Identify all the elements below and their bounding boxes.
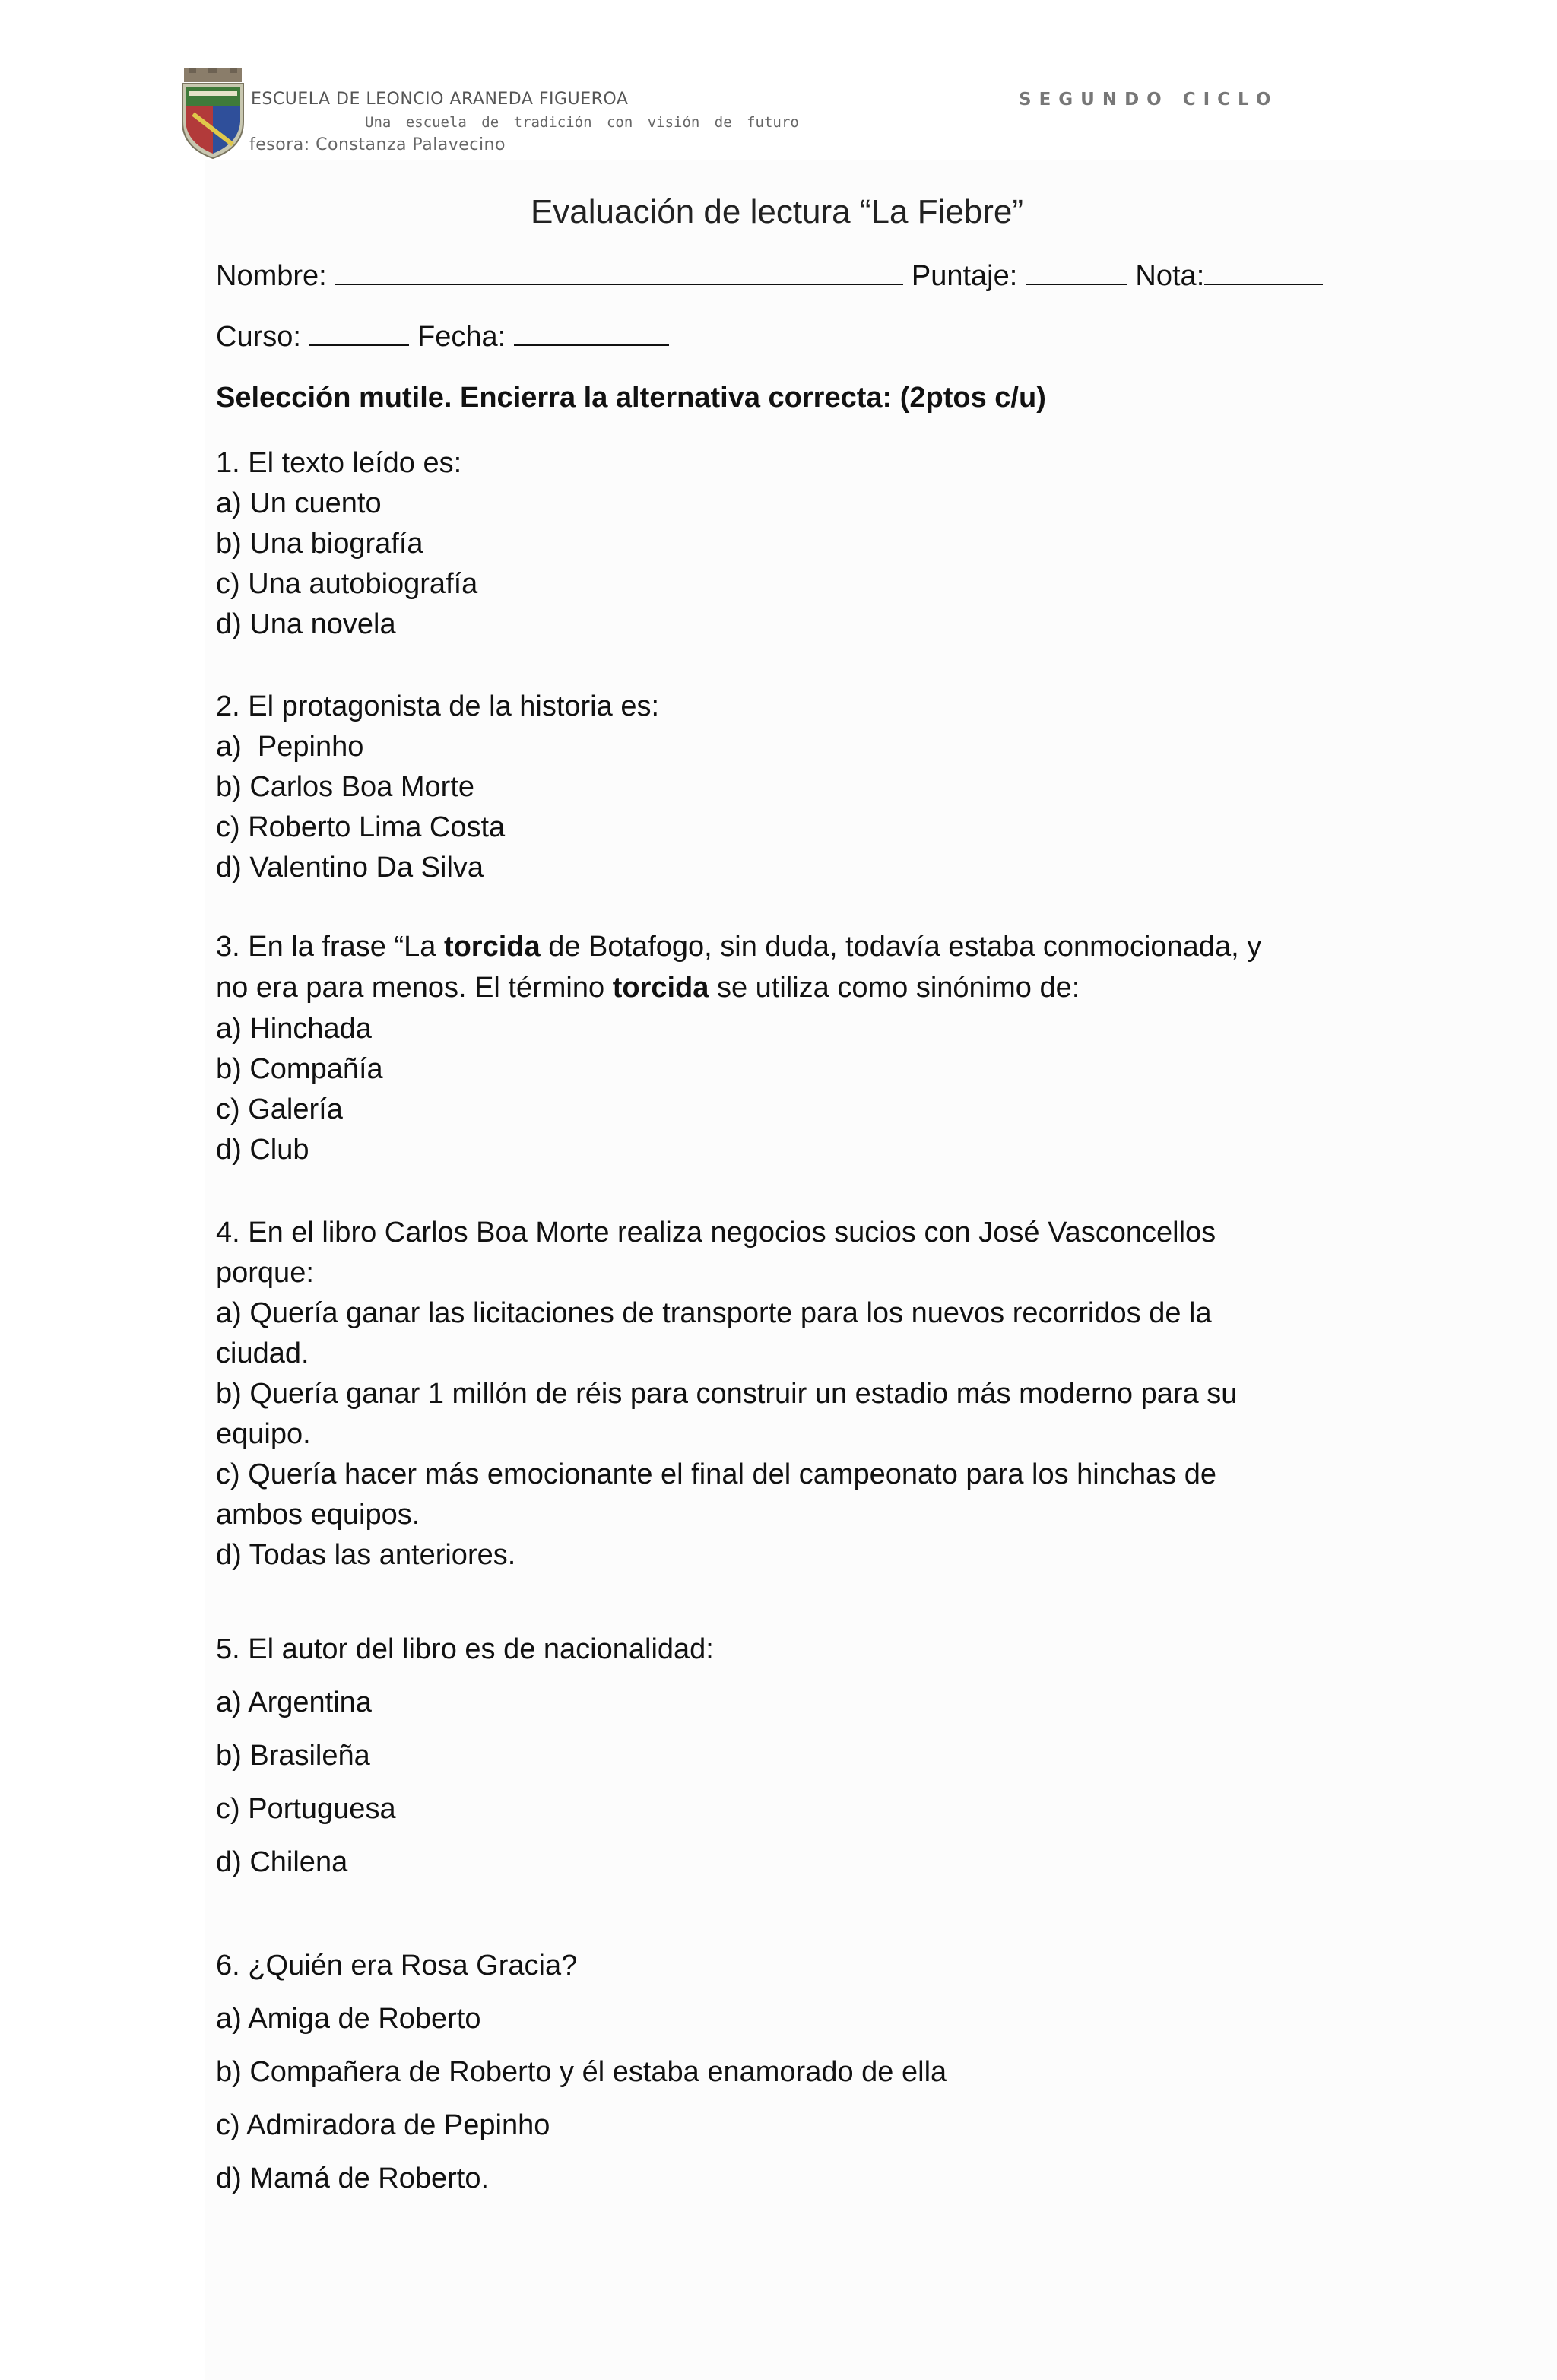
question-3-prompt-line-2	[216, 972, 1080, 1004]
question-1-option-c[interactable]: c) Una autobiografía	[216, 568, 478, 600]
instructions: Selección mutile. Encierra la alternativa correcta: (2ptos c/u)	[216, 382, 1046, 414]
question-2-option-a[interactable]: a) Pepinho	[216, 731, 364, 763]
q3-text-2: de Botafogo, sin duda, todavía estaba conmocionada, y	[540, 931, 1262, 963]
question-1-option-d[interactable]: d) Una novela	[216, 608, 396, 640]
question-4-option-a-cont[interactable]: ciudad.	[216, 1338, 309, 1369]
question-4-option-c-cont[interactable]: ambos equipos.	[216, 1499, 420, 1531]
question-4-prompt-line-2: porque:	[216, 1257, 314, 1289]
question-1-option-b[interactable]: b) Una biografía	[216, 528, 423, 560]
title-text: Evaluación de lectura “La Fiebre”	[530, 193, 1024, 230]
question-1-prompt: 1. El texto leído es:	[216, 447, 462, 479]
puntaje-label: Puntaje:	[911, 260, 1018, 292]
student-info-row-1	[216, 260, 1323, 293]
teacher-name: fesora: Constanza Palavecino	[249, 135, 506, 154]
q3-keyword-1: torcida	[443, 931, 541, 963]
q3-text-3: no era para menos. El término	[216, 972, 613, 1004]
question-2-option-c[interactable]: c) Roberto Lima Costa	[216, 811, 506, 843]
fecha-label: Fecha:	[417, 321, 506, 353]
question-2-option-d[interactable]: d) Valentino Da Silva	[216, 852, 484, 884]
nota-label: Nota:	[1135, 260, 1205, 292]
question-6-option-c[interactable]: c) Admiradora de Pepinho	[216, 2109, 550, 2141]
school-motto: Una escuela de tradición con visión de futuro	[365, 114, 799, 131]
question-3-option-b[interactable]: b) Compañía	[216, 1053, 383, 1085]
question-3-option-a[interactable]: a) Hinchada	[216, 1013, 372, 1045]
question-2-prompt: 2. El protagonista de la historia es:	[216, 690, 660, 722]
question-5-option-a[interactable]: a) Argentina	[216, 1687, 372, 1718]
question-6-option-a[interactable]: a) Amiga de Roberto	[216, 2003, 481, 2035]
question-4-option-b[interactable]: b) Quería ganar 1 millón de réis para construir un estadio más moderno para su	[216, 1378, 1238, 1410]
q3-text-1: 3. En la frase “La	[216, 931, 444, 963]
nombre-label: Nombre:	[216, 260, 327, 292]
question-4-option-d[interactable]: d) Todas las anteriores.	[216, 1539, 516, 1571]
question-6-option-b[interactable]: b) Compañera de Roberto y él estaba enamorado de ella	[216, 2056, 947, 2088]
fecha-blank[interactable]	[514, 322, 669, 346]
school-name: ESCUELA DE LEONCIO ARANEDA FIGUEROA	[251, 90, 629, 109]
question-4-option-b-cont[interactable]: equipo.	[216, 1418, 311, 1450]
q3-keyword-2: torcida	[612, 972, 709, 1004]
q3-text-4: se utiliza como sinónimo de:	[709, 972, 1080, 1004]
school-crest-logo	[178, 68, 248, 160]
question-6-prompt: 6. ¿Quién era Rosa Gracia?	[216, 1950, 578, 1982]
cycle-label: SEGUNDO CICLO	[1019, 90, 1279, 109]
question-2-option-b[interactable]: b) Carlos Boa Morte	[216, 771, 475, 803]
question-3-prompt-line-1	[216, 931, 1261, 963]
question-5-option-d[interactable]: d) Chilena	[216, 1846, 348, 1878]
nombre-blank[interactable]	[335, 261, 903, 285]
question-1-option-a[interactable]: a) Un cuento	[216, 487, 382, 519]
question-4-option-c[interactable]: c) Quería hacer más emocionante el final del campeonato para los hinchas de	[216, 1458, 1216, 1490]
curso-blank[interactable]	[309, 322, 409, 346]
page-title	[0, 193, 1557, 231]
question-4-prompt-line-1: 4. En el libro Carlos Boa Morte realiza negocios sucios con José Vasconcellos	[216, 1217, 1216, 1249]
question-4-option-a[interactable]: a) Quería ganar las licitaciones de transporte para los nuevos recorridos de la	[216, 1297, 1212, 1329]
puntaje-blank[interactable]	[1026, 261, 1127, 285]
question-5-option-c[interactable]: c) Portuguesa	[216, 1793, 396, 1825]
question-5-prompt: 5. El autor del libro es de nacionalidad:	[216, 1633, 714, 1665]
question-3-option-d[interactable]: d) Club	[216, 1134, 309, 1166]
page-background	[205, 160, 1557, 2380]
student-info-row-2	[216, 321, 669, 354]
nota-blank[interactable]	[1204, 261, 1323, 285]
curso-label: Curso:	[216, 321, 301, 353]
question-5-option-b[interactable]: b) Brasileña	[216, 1740, 370, 1772]
question-3-option-c[interactable]: c) Galería	[216, 1093, 343, 1125]
question-6-option-d[interactable]: d) Mamá de Roberto.	[216, 2163, 490, 2194]
